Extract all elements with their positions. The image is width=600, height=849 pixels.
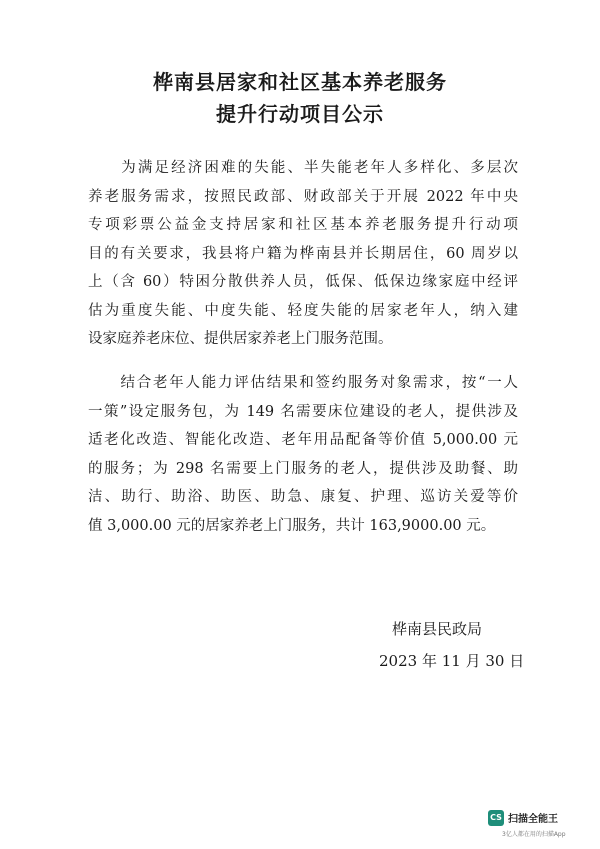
camscanner-logo-icon: CS xyxy=(488,810,504,826)
paragraph-2 xyxy=(88,369,518,540)
paragraph-line: 目的有关要求，我县将户籍为桦南县并长期居住，60 周岁以 xyxy=(88,245,518,262)
paragraph-line: 专项彩票公益金支持居家和社区基本养老服务提升行动项 xyxy=(88,217,518,233)
paragraph-line: 养老服务需求，按照民政部、财政部关于开展 2022 年中央 xyxy=(88,188,518,205)
watermark-subtitle: 3亿人都在用的扫描App xyxy=(502,831,566,838)
document-title-line1: 桦南县居家和社区基本养老服务 xyxy=(153,70,447,94)
signature-date: 2023 年 11 月 30 日 xyxy=(379,652,525,670)
paragraph-line: 值 3,000.00 元的居家养老上门服务，共计 163,9000.00 元。 xyxy=(88,517,496,534)
paragraph-line: 设家庭养老床位、提供居家养老上门服务范围。 xyxy=(88,331,393,347)
watermark-app-name: 扫描全能王 xyxy=(508,814,558,825)
signature-organization: 桦南县民政局 xyxy=(392,620,483,638)
paragraph-line: 一策”设定服务包，为 149 名需要床位建设的老人，提供涉及 xyxy=(88,403,518,420)
paragraph-line: 适老化改造、智能化改造、老年用品配备等价值 5,000.00 元 xyxy=(88,432,518,448)
document-title-line2: 提升行动项目公示 xyxy=(216,102,384,126)
scanner-watermark xyxy=(488,808,600,844)
paragraph-line: 为满足经济困难的失能、半失能老年人多样化、多层次 xyxy=(88,160,518,176)
paragraph-line: 的服务；为 298 名需要上门服务的老人，提供涉及助餐、助 xyxy=(88,460,518,477)
paragraph-1 xyxy=(88,154,518,354)
paragraph-line: 估为重度失能、中度失能、轻度失能的居家老年人，纳入建 xyxy=(88,302,518,319)
paragraph-line: 结合老年人能力评估结果和签约服务对象需求，按“一人 xyxy=(88,375,518,391)
paragraph-line: 上（含 60）特困分散供养人员，低保、低保边缘家庭中经评 xyxy=(88,274,518,290)
paragraph-line: 洁、助行、助浴、助医、助急、康复、护理、巡访关爱等价 xyxy=(88,489,518,505)
